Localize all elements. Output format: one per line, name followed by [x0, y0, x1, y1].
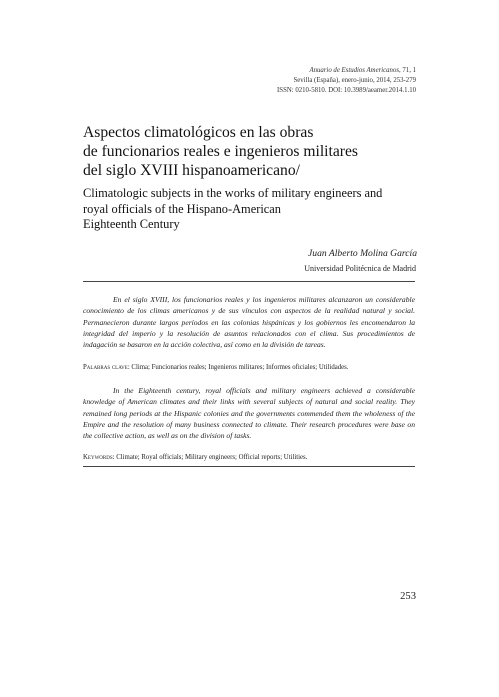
journal-issn-doi: ISSN: 0210-5810. DOI: 10.3989/aeamer.2014.1.10	[277, 87, 416, 94]
top-divider	[83, 281, 415, 282]
journal-citation-line	[96, 66, 416, 76]
author-name: Juan Alberto Molina García	[308, 248, 417, 259]
journal-header	[96, 66, 416, 96]
author-affiliation: Universidad Politécnica de Madrid	[304, 264, 416, 273]
page-number: 253	[400, 591, 416, 602]
journal-name: Anuario de Estudios Americanos	[309, 67, 399, 74]
keywords-spanish-label: Palabras clave	[83, 364, 128, 371]
journal-place-date: Sevilla (España), enero-junio, 2014, 253-279	[293, 77, 416, 84]
title-english-line: Climatologic subjects in the works of military engineers and	[83, 186, 383, 200]
keywords-english-label: Keywords	[83, 454, 113, 461]
keywords-english	[83, 453, 415, 463]
title-english-line: royal officials of the Hispano-American	[83, 201, 281, 216]
keywords-spanish-text: : Clima; Funcionarios reales; Ingenieros militares; Informes oficiales; Utilidades.	[127, 364, 349, 371]
journal-volume: , 71, 1	[399, 67, 416, 74]
title-spanish	[83, 123, 423, 180]
abstract-english: In the Eighteenth century, royal officials and military engineers achieved a considerable knowledge of American climates and their links with several subjects of natural and social reality. They remained long periods at the Hispanic colonies and the governments commended them the wholeness of the Empire and the resolution of many business connected to climate. Their research procedures were base on the collective action, as well as on the division of tasks.	[83, 386, 415, 441]
keywords-english-text: : Climate; Royal officials; Military engineers; Official reports; Utilities.	[112, 454, 308, 461]
title-spanish-line: del siglo XVIII hispanoamericano/	[83, 162, 300, 179]
bottom-divider	[83, 466, 415, 467]
title-english-line: Eighteenth Century	[83, 217, 180, 231]
title-english	[83, 186, 423, 233]
title-spanish-line: Aspectos climatológicos en las obras	[83, 124, 314, 141]
abstract-spanish: En el siglo XVIII, los funcionarios reales y los ingenieros militares alcanzaron un considerable conocimiento de los climas americanos y de sus vínculos con aspectos de la realidad natural y social. Permanecieron durante largos períodos en las colonias hispánicas y los gobiernos les encomendaron la integridad del imperio y la resolución de asuntos relacionados con el clima. Sus procedimientos de indagación se basaron en la acción colectiva, así como en la división de tareas.	[83, 295, 415, 350]
keywords-spanish	[83, 363, 415, 373]
title-spanish-line: de funcionarios reales e ingenieros militares	[83, 143, 358, 160]
